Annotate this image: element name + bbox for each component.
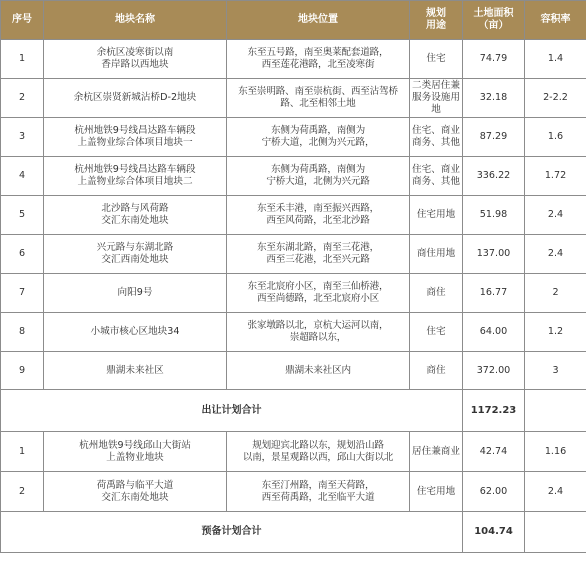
cell-no: 1 <box>1 40 44 79</box>
cell-no: 5 <box>1 196 44 235</box>
table-row <box>1 196 586 235</box>
cell-use: 住宅、商业 商务、其他 <box>410 118 463 157</box>
total-label: 出让计划合计 <box>1 390 463 432</box>
header-name: 地块名称 <box>44 1 227 40</box>
table-row <box>1 472 586 512</box>
cell-area: 87.29 <box>463 118 525 157</box>
cell-far: 1.2 <box>525 313 586 352</box>
table-row <box>1 352 586 390</box>
cell-name: 北沙路与风荷路 交汇东南处地块 <box>44 196 227 235</box>
cell-location: 张家墩路以北，京杭大运河以南， 崇超路以东， <box>227 313 410 352</box>
cell-no: 8 <box>1 313 44 352</box>
cell-area: 336.22 <box>463 157 525 196</box>
table-row <box>1 118 586 157</box>
cell-name: 余杭区崇贤新城沾桥D-2地块 <box>44 79 227 118</box>
cell-area: 64.00 <box>463 313 525 352</box>
cell-use: 住宅用地 <box>410 472 463 512</box>
cell-far: 1.4 <box>525 40 586 79</box>
total-row <box>1 390 586 432</box>
cell-far: 2.4 <box>525 196 586 235</box>
total-area: 1172.23 <box>463 390 525 432</box>
table-row <box>1 274 586 313</box>
cell-location: 东至汀州路，南至天荷路， 西至荷禹路，北至临平大道 <box>227 472 410 512</box>
header-far: 容积率 <box>525 1 586 40</box>
table-row <box>1 235 586 274</box>
cell-area: 137.00 <box>463 235 525 274</box>
total-area: 104.74 <box>463 512 525 553</box>
table-row <box>1 40 586 79</box>
total-empty <box>525 390 586 432</box>
cell-no: 9 <box>1 352 44 390</box>
cell-no: 7 <box>1 274 44 313</box>
cell-area: 32.18 <box>463 79 525 118</box>
cell-use: 住宅用地 <box>410 196 463 235</box>
cell-far: 2-2.2 <box>525 79 586 118</box>
header-no: 序号 <box>1 1 44 40</box>
cell-use: 住宅 <box>410 40 463 79</box>
cell-use: 二类居住兼 服务设施用 地 <box>410 79 463 118</box>
cell-use: 商住用地 <box>410 235 463 274</box>
cell-name: 鼎湖未来社区 <box>44 352 227 390</box>
cell-far: 1.72 <box>525 157 586 196</box>
cell-name: 向阳9号 <box>44 274 227 313</box>
cell-far: 2 <box>525 274 586 313</box>
cell-no: 2 <box>1 472 44 512</box>
total-label: 预备计划合计 <box>1 512 463 553</box>
cell-location: 东侧为荷禹路，南侧为 宁桥大道，北侧为兴元路 <box>227 157 410 196</box>
total-row <box>1 512 586 553</box>
cell-far: 2.4 <box>525 235 586 274</box>
total-empty <box>525 512 586 553</box>
cell-no: 3 <box>1 118 44 157</box>
cell-name: 余杭区凌寒街以南 香岸路以西地块 <box>44 40 227 79</box>
cell-area: 16.77 <box>463 274 525 313</box>
cell-location: 东至五号路，南至奥莱配套道路， 西至莲花港路，北至凌寒街 <box>227 40 410 79</box>
cell-location: 鼎湖未来社区内 <box>227 352 410 390</box>
cell-use: 住宅 <box>410 313 463 352</box>
cell-area: 62.00 <box>463 472 525 512</box>
cell-area: 74.79 <box>463 40 525 79</box>
table-row <box>1 157 586 196</box>
cell-location: 规划迎宾北路以东，规划沿山路 以南，景星观路以西，邱山大街以北 <box>227 432 410 472</box>
cell-name: 小城市核心区地块34 <box>44 313 227 352</box>
cell-no: 6 <box>1 235 44 274</box>
cell-name: 杭州地铁9号线邱山大街站 上盖物业地块 <box>44 432 227 472</box>
cell-no: 1 <box>1 432 44 472</box>
cell-no: 4 <box>1 157 44 196</box>
cell-use: 居住兼商业 <box>410 432 463 472</box>
table-row <box>1 79 586 118</box>
cell-use: 商住 <box>410 274 463 313</box>
cell-area: 51.98 <box>463 196 525 235</box>
cell-location: 东至东湖北路，南至三花港， 西至三花港，北至兴元路 <box>227 235 410 274</box>
cell-location: 东至禾丰港，南至振兴西路， 西至风荷路，北至北沙路 <box>227 196 410 235</box>
cell-area: 372.00 <box>463 352 525 390</box>
cell-name: 杭州地铁9号线昌达路车辆段 上盖物业综合体项目地块一 <box>44 118 227 157</box>
cell-far: 1.6 <box>525 118 586 157</box>
cell-location: 东至崇明路、南至崇杭街、西至沾驾桥 路、北至相邻土地 <box>227 79 410 118</box>
cell-use: 商住 <box>410 352 463 390</box>
table-row <box>1 313 586 352</box>
table-body <box>1 40 586 553</box>
header-area: 土地面积 （亩） <box>463 1 525 40</box>
cell-location: 东至北宸府小区，南至三仙桥港， 西至尚德路，北至北宸府小区 <box>227 274 410 313</box>
cell-far: 1.16 <box>525 432 586 472</box>
cell-name: 荷禹路与临平大道 交汇东南处地块 <box>44 472 227 512</box>
header-location: 地块位置 <box>227 1 410 40</box>
cell-no: 2 <box>1 79 44 118</box>
cell-location: 东侧为荷禹路，南侧为 宁桥大道，北侧为兴元路， <box>227 118 410 157</box>
cell-far: 2.4 <box>525 472 586 512</box>
header-use: 规划 用途 <box>410 1 463 40</box>
cell-name: 杭州地铁9号线昌达路车辆段 上盖物业综合体项目地块二 <box>44 157 227 196</box>
cell-far: 3 <box>525 352 586 390</box>
cell-area: 42.74 <box>463 432 525 472</box>
table-row <box>1 432 586 472</box>
header-row <box>1 1 586 40</box>
cell-name: 兴元路与东湖北路 交汇西南处地块 <box>44 235 227 274</box>
cell-use: 住宅、商业 商务、其他 <box>410 157 463 196</box>
